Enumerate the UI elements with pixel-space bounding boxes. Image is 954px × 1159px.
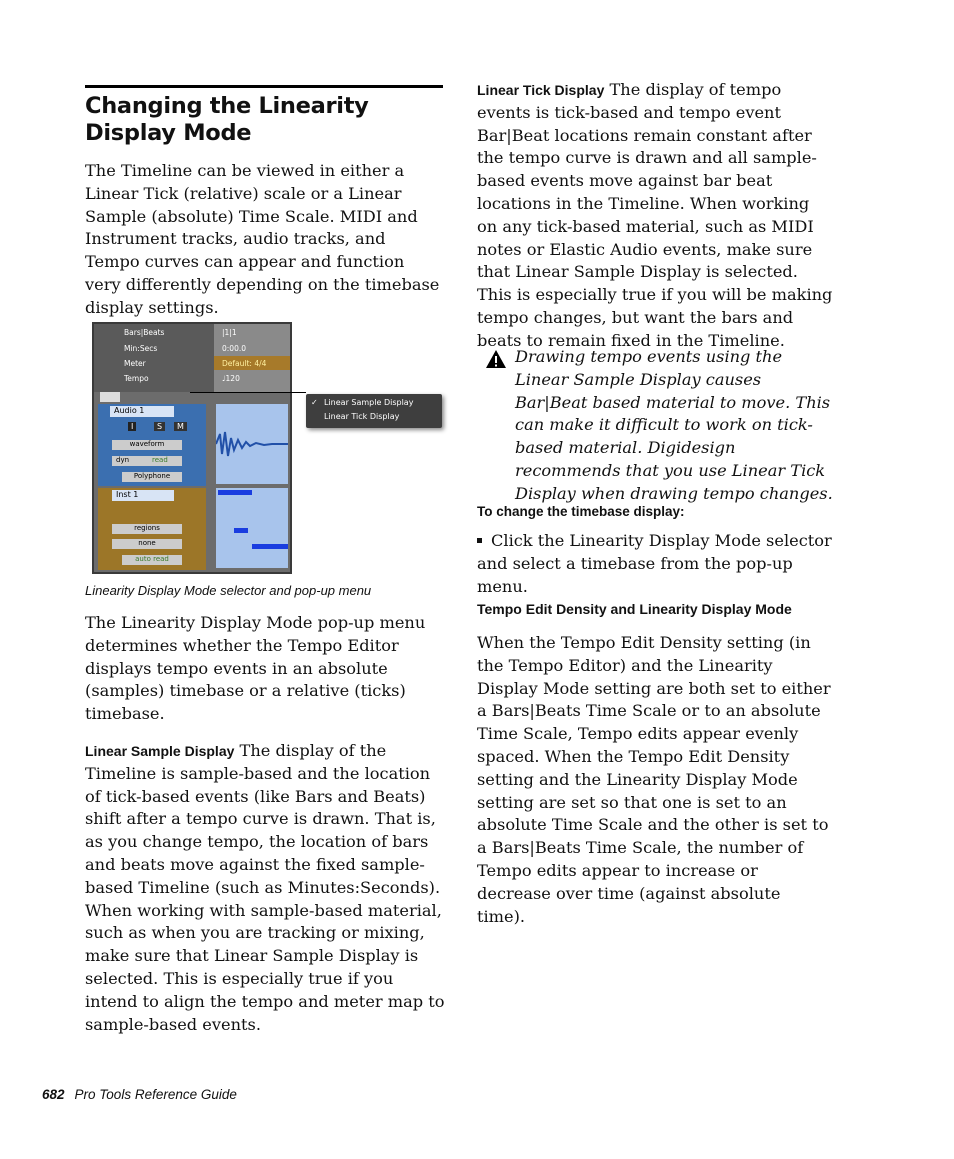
warning-icon (485, 349, 507, 369)
ruler-value-minsecs: 0:00.0 (222, 344, 246, 353)
ruler-value-meter: Default: 4/4 (222, 359, 267, 368)
plugin-slot[interactable]: Polyphone (122, 472, 182, 482)
mute-button[interactable]: M (174, 422, 187, 431)
audio-track (98, 404, 206, 486)
linear-sample-text: The display of the Timeline is sample-based and the location of tick-based events (like Bars and Beats) shift after a tempo curve is drawn. That is, as you change tempo, the location of bars and beats move against the fixed sample-based Timeline (such as Minutes:Seconds). When working with sample-based material, such as when you are tracking or mixing, make sure that Linear Sample Display is selected. This is especially true if you intend to align the tempo and meter map to sample-based events. (85, 740, 445, 1034)
waveform (216, 404, 288, 484)
menu-item-linear-sample[interactable]: Linear Sample Display (324, 398, 414, 407)
midi-region (216, 488, 288, 568)
automation-mode[interactable]: auto read (122, 555, 182, 565)
figure-caption: Linearity Display Mode selector and pop-up menu (85, 583, 372, 598)
menu-item-linear-tick[interactable]: Linear Tick Display (324, 412, 400, 421)
popup-description: The Linearity Display Mode pop-up menu determines whether the Tempo Editor displays tempo events in an absolute (samples) timebase or a relative (ticks) timebase. (85, 613, 426, 724)
heading-rule (85, 85, 443, 88)
page-heading: Changing the Linearity Display Mode (85, 93, 369, 146)
linear-tick-text: The display of tempo events is tick-based and tempo event Bar|Beat locations remain constant after the tempo curve is drawn and all sample-based events move against bar beat locations in the Timeline. When working on any tick-based material, such as MIDI notes or Elastic Audio events, make sure that Linear Sample Display is selected. This is especially true if you will be making tempo changes, but want the bars and beats to remain fixed in the Timeline. (477, 80, 833, 350)
intro-text: The Timeline can be viewed in either a Linear Tick (relative) scale or a Linear Sample (absolute) Time Scale. MIDI and Instrument tracks, audio tracks, and Tempo curves can appear and function very differently depending on the timebase display settings. (85, 161, 440, 317)
ruler-label-meter[interactable]: Meter (124, 359, 146, 368)
instrument-track (98, 488, 206, 570)
linearity-selector[interactable] (100, 392, 120, 402)
solo-button[interactable]: S (154, 422, 165, 431)
guide-title: Pro Tools Reference Guide (74, 1087, 237, 1102)
linear-sample-paragraph (85, 740, 445, 1036)
track-name-inst[interactable]: Inst 1 (112, 490, 174, 501)
check-icon: ✓ (311, 398, 318, 407)
none-selector[interactable]: none (112, 539, 182, 549)
view-selector-audio[interactable]: waveform (112, 440, 182, 450)
pro-tools-screenshot (92, 322, 292, 574)
page-footer (42, 1087, 237, 1102)
ruler-label-minsecs[interactable]: Min:Secs (124, 344, 158, 353)
density-paragraph: When the Tempo Edit Density setting (in the Tempo Editor) and the Linearity Display Mode setting are both set to either a Bars|Beats Time Scale or to an absolute Time Scale, Tempo edits appear evenly spaced. When the Tempo Edit Density setting and the Linearity Display Mode setting are set so that one is set to an absolute Time Scale and the other is set to a Bars|Beats Time Scale, the number of Tempo edits appear to increase or decrease over time (against absolute time). (477, 633, 831, 926)
warning-text: Drawing tempo events using the Linear Sample Display causes Bar|Beat based material to move. This can make it difficult to work on tick-based material. Digidesign recommends that you use Linear Tick Display when drawing tempo changes. (515, 347, 833, 503)
procedure-title: To change the timebase display: (477, 504, 685, 519)
input-button[interactable]: I (128, 422, 136, 431)
intro-paragraph (85, 160, 443, 320)
page-number: 682 (42, 1087, 65, 1102)
linear-tick-paragraph (477, 79, 833, 353)
track-name-audio[interactable]: Audio 1 (110, 406, 174, 417)
bullet-icon (477, 538, 482, 543)
procedure-step (477, 530, 833, 598)
linear-sample-lead: Linear Sample Display (85, 742, 235, 759)
automation-read[interactable]: read (152, 456, 168, 464)
ruler-label-tempo[interactable]: Tempo (124, 374, 149, 383)
ruler-label-bars[interactable]: Bars|Beats (124, 328, 165, 337)
callout-line (190, 392, 306, 393)
ruler-value-tempo: ♩120 (222, 374, 240, 383)
linear-tick-lead: Linear Tick Display (477, 82, 605, 98)
linearity-popup-menu (306, 394, 442, 428)
subheading: Tempo Edit Density and Linearity Display Mode (477, 601, 792, 617)
ruler-value-bars: |1|1 (222, 328, 237, 337)
dyn-label[interactable]: dyn (116, 456, 130, 464)
step-text: Click the Linearity Display Mode selector and select a timebase from the pop-up menu. (477, 531, 832, 596)
audio-region (216, 404, 288, 484)
view-selector-inst[interactable]: regions (112, 524, 182, 534)
